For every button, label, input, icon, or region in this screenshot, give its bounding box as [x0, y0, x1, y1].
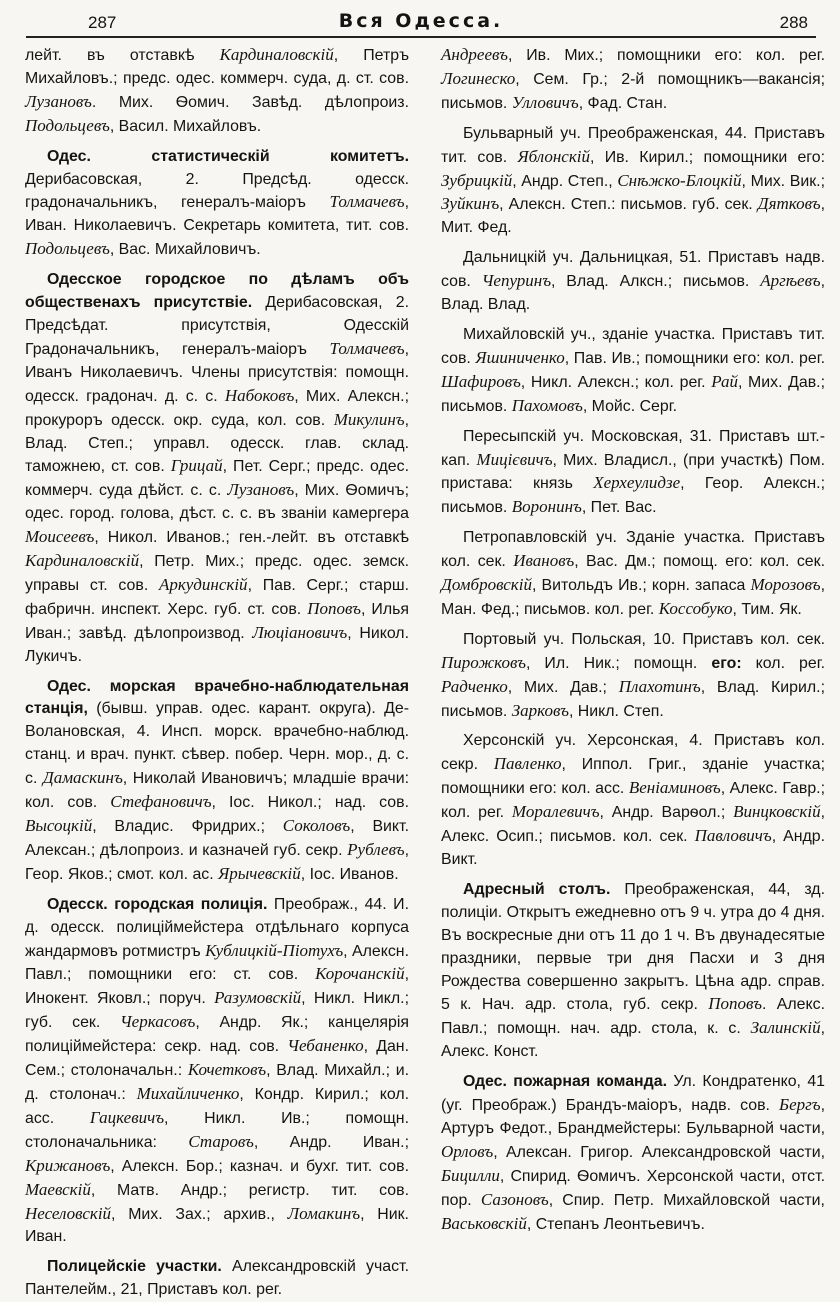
entry-text: Ул. Кондратенко, 41 (уг. Преображ.) Брандъ-маіоръ, надв. сов. [441, 1073, 825, 1115]
entry-text: , Влад. Алксн.; письмов. [551, 273, 761, 291]
person-name: Зубрицкій [441, 170, 513, 190]
entry-text: , Мих. Ѳомичъ; одес. город. голова, дѣст. с. с. въ званіи камергера [25, 482, 410, 523]
person-name: Поповъ [307, 598, 361, 618]
entry-text: , Пав. Ив.; помощники его: кол. рег. [564, 349, 826, 367]
directory-entry [441, 629, 825, 724]
person-name: Моралевичъ [511, 802, 600, 822]
person-name: Толмачевъ [329, 192, 405, 212]
left-column [25, 44, 410, 1299]
person-name: Стефановичъ [110, 792, 212, 812]
entry-text: , Илья Иван.; завѣд. дѣлопроизвод. [25, 600, 409, 642]
person-name: Михайличенко [136, 1083, 240, 1103]
entry-text: . Алекс. Павл.; помощн. нач. адр. стола, к. с. [441, 996, 825, 1038]
entry-text: , Пет. Вас. [581, 499, 657, 517]
person-name: Орловъ [441, 1141, 494, 1161]
page-header [26, 6, 816, 38]
entry-text: , Инокент. Яковл.; поруч. [25, 966, 409, 1008]
directory-entry [25, 146, 409, 263]
person-name: Лузановъ [227, 480, 295, 500]
entry-text: , Матв. Андр.; регистр. тит. сов. [90, 1181, 409, 1199]
entry-text: , Ман. Фед.; письмов. кол. рег. [441, 577, 825, 618]
entry-text: , Тим. Як. [732, 600, 802, 618]
running-title: Вся Одесса. [338, 10, 504, 32]
person-name: Ломакинъ [287, 1203, 361, 1223]
entry-text: , Никл. Алексн.; кол. рег. [520, 373, 712, 391]
person-name: Поповъ [708, 994, 763, 1014]
person-name: Чепуринъ [481, 271, 552, 291]
person-name: Рай [711, 371, 738, 391]
directory-entry [25, 894, 409, 1250]
person-name: Улловичъ [511, 92, 579, 112]
person-name: Рублевъ [347, 839, 405, 859]
person-name: Васьковскій [441, 1213, 527, 1233]
person-name: Набоковъ [224, 385, 295, 405]
person-name: Плахотинъ [618, 676, 701, 696]
person-name: Шафировъ [441, 371, 521, 391]
directory-entry [441, 247, 825, 317]
person-name: Гацкевичъ [89, 1107, 165, 1127]
entry-text: , Іос. Никол.; над. сов. [211, 794, 409, 812]
entry-text: , Геор. Алексн.; письмов. [441, 475, 825, 517]
person-name: Залинскій [750, 1018, 821, 1038]
entry-text: Александровскій участ. Пантелейм., 21, Приставъ кол. рег. [25, 1258, 409, 1299]
entry-text: , Алекс. Осип.; письмов. кол. сек. [441, 804, 825, 846]
person-name: Павленко [493, 754, 562, 774]
entry-text: , Сем. Гр.; 2-й помощникъ—вакансія; письмов. [441, 70, 825, 112]
person-name: Моисеевъ [25, 527, 95, 547]
entry-text: , Андр. Як.; канцелярія полиціймейстера: секр. над. сов. [25, 1014, 409, 1056]
person-name: Подольцевъ [25, 239, 110, 259]
entry-text: , Іос. Иванов. [300, 865, 399, 883]
person-name: Черкасовъ [119, 1012, 196, 1032]
person-name: Пахомовъ [511, 395, 583, 415]
entry-text: , Витольдъ Ив.; корн. запаса [531, 577, 751, 595]
entry-heading: его: [711, 654, 742, 672]
entry-text: Бульварный уч. Преображенская, 44. Приставъ тит. сов. [441, 124, 825, 166]
entry-heading: Одесское городское по дѣламъ объ общественахъ присутствіе. [25, 271, 409, 312]
entry-text: , Ил. Ник.; помощн. [525, 654, 712, 672]
directory-entry [25, 44, 409, 139]
directory-entry [441, 527, 825, 622]
person-name: Старовъ [188, 1131, 254, 1151]
entry-heading: Полицейскіе участки. [47, 1258, 222, 1276]
entry-text: , Ив. Мих.; помощники его: кол. рег. [508, 47, 825, 64]
person-name: Люціановичъ [252, 622, 348, 642]
entry-text: , Геор. Яков.; смот. кол. ас. [25, 841, 409, 883]
person-name: Воронинъ [511, 497, 582, 517]
person-name: Снѣжко-Блоцкій [617, 170, 742, 190]
entry-text: , Мих. Вик.; [741, 172, 825, 190]
entry-text: , Влад. Михайл.; и. д. столонач.: [25, 1062, 409, 1103]
person-name: Аркудинскій [158, 574, 248, 594]
entry-text: , Николай Ивановичъ; младшіе врачи: кол. сов. [25, 770, 410, 812]
entry-text: Дерибасовская, 2. Предсѣдат. присутствія, Одесскій Градоначальникъ, генералъ-маіоръ [25, 294, 409, 358]
person-name: Пирожковъ [441, 652, 526, 672]
person-name: Коссобуко [658, 598, 733, 618]
person-name: Соколовъ [282, 816, 351, 835]
entry-text: , Мит. Фед. [441, 196, 825, 237]
entry-text: Пересыпскій уч. Московская, 31. Приставъ шт.-кап. [441, 427, 825, 469]
person-name: Ярычевскій [218, 863, 301, 883]
entry-text: (бывш. управ. одес. карант. округа). Де-Волановская, 4. Инсп. морск. врачебно-наблюд. станц. и врач. пункт. сѣвер. побер. Черн. мор., д. с. с. [25, 700, 409, 788]
page-number-right: 288 [779, 13, 808, 32]
entry-text: , Иппол. Григ., зданіе участка; помощники его: кол. асс. [441, 756, 825, 798]
entry-text: Дерибасовская, 2. Предсѣд. одесск. градоначальникъ, генералъ-маіоръ [25, 170, 409, 212]
person-name: Кублицкій-Піотухъ [205, 940, 344, 960]
directory-entry [441, 44, 825, 116]
entry-text: , Никол. Иванов.; ген.-лейт. въ отставкѣ [94, 529, 409, 547]
person-name: Кардиналовскій [219, 45, 334, 64]
person-name: Разумовскій [214, 988, 302, 1008]
entry-text: , Алексн. Бор.; казнач. и бухг. тит. сов. [110, 1157, 409, 1175]
person-name: Дятковъ [757, 194, 821, 214]
entry-text: , Вас. Михайловичъ. [109, 241, 261, 259]
entry-heading: Одес. пожарная команда. [463, 1073, 667, 1091]
entry-heading: Одес. морская врачебно-наблюдательная станція, [25, 677, 409, 718]
directory-entry [25, 1256, 409, 1302]
person-name: Домбровскій [441, 575, 532, 595]
person-name: Крижановъ [25, 1155, 111, 1175]
person-name: Радченко [441, 676, 508, 696]
person-name: Кардиналовскій [25, 551, 140, 571]
entry-text: Дальницкій уч. Дальницкая, 51. Приставъ надв. сов. [441, 249, 825, 291]
directory-entry [441, 426, 825, 521]
person-name: Бергъ [779, 1095, 821, 1115]
directory-entry [441, 324, 825, 419]
person-name: Корочанскій [315, 964, 405, 984]
person-name: Грицай [170, 456, 223, 476]
entry-text: , Фад. Стан. [578, 94, 668, 112]
entry-heading: Одесск. городская полиція. [47, 895, 268, 913]
person-name: Высоцкій [25, 816, 93, 835]
person-name: Бицилли [441, 1165, 500, 1185]
entry-text: Преображенская, 44, зд. полиціи. Открытъ ежедневно отъ 9 ч. утра до 4 дня. Въ воскресные дни отъ 11 до 1 ч. Въ двунадесятые праздники, первые три дня Пасхи и 3 дня Рождества совершенно закрытъ. Цѣна адр. справ. 5 к. Нач. адр. стола, губ. секр. [441, 880, 825, 1014]
entry-text: , Алексн. Степ.: письмов. губ. сек. [499, 196, 758, 214]
person-name: Толмачевъ [329, 338, 405, 358]
entry-text: , Никл. Степ. [568, 702, 664, 720]
entry-text: , Степанъ Леонтьевичъ. [526, 1215, 705, 1233]
entry-heading: Адресный столъ. [463, 880, 611, 898]
entry-text: , Влад. Кирил.; письмов. [441, 678, 825, 720]
entry-text: Преображ., 44. И. д. одесск. полиціймейстера отдѣльнаго корпуса жандармовъ ротмистръ [25, 895, 409, 960]
entry-heading: Одес. статистическій комитетъ. [47, 147, 409, 165]
entry-text: Петропавловскій уч. Зданіе участка. Приставъ кол. сек. [441, 529, 825, 571]
person-name: Веніаминовъ [628, 778, 721, 798]
person-name: Мицієвичъ [476, 449, 553, 469]
entry-text: , Викт. Алексан.; дѣлопроиз. и казначей губ. секр. [25, 818, 409, 859]
directory-entry [25, 676, 409, 887]
entry-text: , Петръ Михайловъ.; предс. одес. коммерч. суда, д. ст. сов. [25, 47, 410, 87]
entry-text: , Иван. Николаевичъ. Секретарь комитета, тит. сов. [25, 194, 409, 235]
directory-entry [25, 269, 409, 668]
entry-text: лейт. въ отставкѣ [25, 47, 220, 64]
directory-entry [441, 730, 825, 871]
entry-text: , Никл. Ив.; помощн. столоначальника: [25, 1109, 409, 1151]
person-name: Андреевъ [441, 45, 508, 64]
person-name: Зарковъ [511, 700, 569, 720]
entry-text: , Мих. Алексн.; прокуроръ одесск. окр. суда, кол. сов. [25, 387, 409, 429]
entry-text: , Алекс. Гавр.; кол. рег. [441, 780, 825, 822]
entry-text: Портовый уч. Польская, 10. Приставъ кол. сек. [463, 630, 825, 648]
person-name: Яблонскій [517, 146, 591, 166]
person-name: Сазоновъ [480, 1189, 549, 1209]
person-name: Подольцевъ [25, 115, 110, 135]
entry-text: , Мих. Дав.; письмов. [441, 373, 825, 415]
entry-text: , Влад. Степ.; управл. одесск. глав. склад. таможнею, ст. сов. [25, 411, 409, 476]
entry-text: , Никол. Лукичъ. [25, 624, 409, 665]
entry-text: , Никл. Никл.; губ. сек. [25, 990, 409, 1032]
entry-text: , Спирид. Ѳомичъ. Херсонской части, отст. пор. [441, 1167, 825, 1209]
entry-text: , Мих. Владисл., (при участкѣ) Пом. пристава: князь [441, 451, 825, 493]
entry-text: , Пет. Серг.; предс. одес. коммерч. суда дѣйст. с. с. [25, 458, 409, 500]
person-name: Чебаненко [287, 1036, 364, 1056]
entry-text: , Андр. Варѳол.; [599, 804, 734, 822]
page-number-left: 287 [88, 13, 117, 32]
entry-text: , Кондр. Кирил.; кол. асс. [25, 1085, 410, 1127]
entry-text: , Андр. Иван.; [253, 1133, 409, 1151]
person-name: Морозовъ [750, 575, 821, 595]
person-name: Винцковскій [733, 802, 821, 822]
entry-text: , Алексан. Григор. Александровской части, [493, 1143, 825, 1161]
person-name: Аргѣевъ [760, 271, 821, 291]
entry-text: , Мих. Зах.; архив., [111, 1205, 288, 1223]
person-name: Микулинъ [333, 409, 405, 429]
person-name: Логинеско [441, 68, 516, 88]
person-name: Павловичъ [694, 826, 772, 846]
entry-text: , Владис. Фридрих.; [92, 818, 283, 835]
directory-entry [441, 123, 825, 241]
entry-text: , Спир. Петр. Михайловской части, [548, 1191, 825, 1209]
directory-entry [441, 879, 825, 1064]
entry-text: , Мойс. Серг. [582, 397, 677, 415]
entry-text: , Ив. Кирил.; помощники его: [590, 148, 825, 166]
entry-text: , Дан. Сем.; столоначальн.: [25, 1038, 409, 1080]
entry-text: , Иванъ Николаевичъ. Члены присутствія: помощн. одесск. градонач. д. с. с. [25, 340, 409, 405]
entry-text: , Андр. Степ., [512, 172, 618, 190]
entry-text: Михайловскій уч., зданіе участка. Приставъ тит. сов. [441, 325, 825, 367]
entry-text: , Васил. Михайловъ. [109, 117, 262, 135]
person-name: Ивановъ [513, 551, 575, 571]
entry-text: , Вас. Дм.; помощ. его: кол. сек. [574, 553, 825, 571]
entry-text: , Петр. Мих.; предс. одес. земск. управы ст. сов. [25, 553, 409, 594]
person-name: Херхеулидзе [593, 473, 681, 493]
person-name: Дамаскинъ [42, 768, 123, 788]
entry-text: , Алексн. Павл.; помощники его: ст. сов. [25, 942, 409, 984]
person-name: Зуйкинъ [441, 194, 500, 214]
entry-text: , Андр. Викт. [441, 828, 825, 868]
entry-text: , Ник. Иван. [25, 1205, 409, 1246]
entry-text: , Влад. Влад. [441, 273, 825, 314]
entry-text: Херсонскій уч. Херсонская, 4. Приставъ кол. секр. [441, 732, 825, 774]
directory-entry [441, 1071, 825, 1236]
entry-text: . Мих. Ѳомич. Завѣд. дѣлопроиз. [91, 93, 409, 111]
entry-text: , Артуръ Федот., Брандмейстеры: Бульварной части, [441, 1097, 825, 1137]
entry-text: кол. рег. [741, 654, 825, 672]
person-name: Кочетковъ [187, 1060, 267, 1080]
right-column [441, 44, 825, 1266]
person-name: Маевскій [25, 1179, 91, 1199]
person-name: Неселовскій [25, 1203, 112, 1223]
entry-text: , Мих. Дав.; [507, 678, 619, 696]
person-name: Лузановъ [25, 91, 92, 111]
person-name: Яшиниченко [475, 347, 565, 367]
entry-text: , Алекс. Конст. [441, 1020, 825, 1061]
entry-text: , Пав. Серг.; старш. фабричн. инспект. Херс. губ. ст. сов. [25, 576, 409, 618]
